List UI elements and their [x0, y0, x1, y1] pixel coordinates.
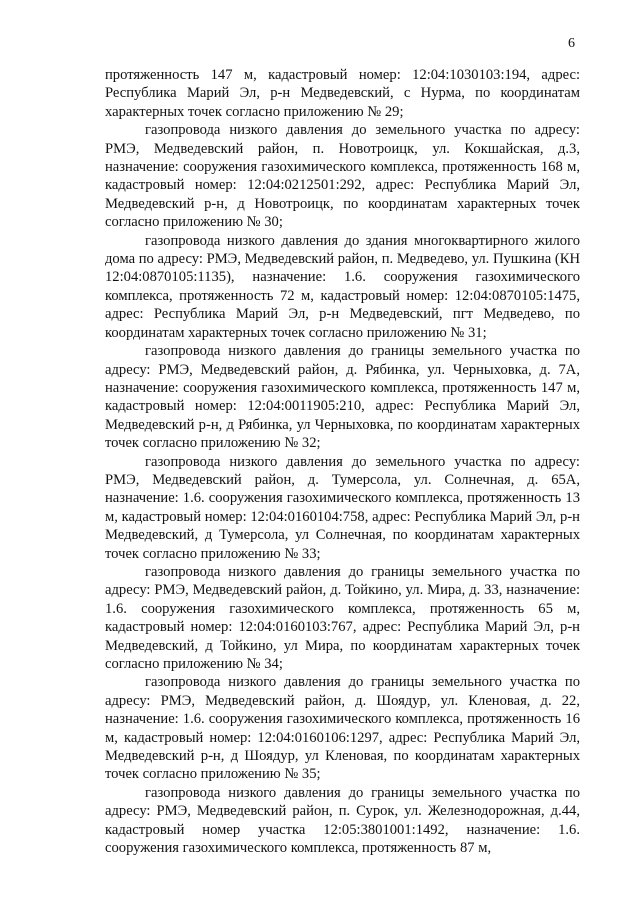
- paragraph-6: газопровода низкого давления до границы земельного участка по адресу: РМЭ, Медведевский район, д. Тойкино, ул. Мира, д. 33, назначение: 1.6. сооружения газохимического комплекса, протяженность 65 м, кадастровый номер: 12:04:0160103:767, адрес: Республика Марий Эл, р-н Медведевский, д Тойкино, ул Мира, по координатам характерных точек согласно приложению № 34;: [105, 563, 580, 672]
- paragraph-2: газопровода низкого давления до земельного участка по адресу: РМЭ, Медведевский район, п. Новотроицк, ул. Кокшайская, д.3, назначение: сооружения газохимического комплекса, протяженность 168 м, кадастровый номер: 12:04:0212501:292, адрес: Республика Марий Эл, Медведевский р-н, д Новотроицк, по координатам характерных точек согласно приложению № 30;: [105, 122, 580, 231]
- paragraph-5: газопровода низкого давления до земельного участка по адресу: РМЭ, Медведевский район, д. Тумерсола, ул. Солнечная, д. 65А, назначение: 1.6. сооружения газохимического комплекса, протяженность 13 м, кадастровый номер: 12:04:0160104:758, адрес: Республика Марий Эл, р-н Медведевский, д Тумерсола, ул Солнечная, по координатам характерных точек согласно приложению № 33;: [105, 453, 580, 562]
- paragraph-7: газопровода низкого давления до границы земельного участка по адресу: РМЭ, Медведевский район, д. Шоядур, ул. Кленовая, д. 22, назначение: 1.6. сооружения газохимического комплекса, протяженность 16 м, кадастровый номер: 12:04:0160106:1297, адрес: Республика Марий Эл, Медведевский р-н, д Шоядур, ул Кленовая, по координатам характерных точек согласно приложению № 35;: [105, 674, 580, 783]
- paragraph-4: газопровода низкого давления до границы земельного участка по адресу: РМЭ, Медведевский район, д. Рябинка, ул. Черныховка, д. 7А, назначение: сооружения газохимического комплекса, протяженность 147 м, кадастровый номер: 12:04:0011905:210, адрес: Республика Марий Эл, Медведевский р-н, д Рябинка, ул Черныховка, по координатам характерных точек согласно приложению № 32;: [105, 343, 580, 452]
- document-body: [105, 66, 580, 857]
- paragraph-1: протяженность 147 м, кадастровый номер: 12:04:1030103:194, адрес: Республика Марий Эл, р-н Медведевский, с Нурма, по координатам характерных точек согласно приложению № 29;: [105, 67, 580, 120]
- page-number: 6: [568, 36, 575, 51]
- paragraph-8: газопровода низкого давления до границы земельного участка по адресу: РМЭ, Медведевский район, п. Сурок, ул. Железнодорожная, д.44, кадастровый номер участка 12:05:3801001:1492, назначение: 1.6. сооружения газохимического комплекса, протяженность 87 м,: [105, 784, 580, 857]
- paragraph-3: газопровода низкого давления до здания многоквартирного жилого дома по адресу: РМЭ, Медведевский район, п. Медведево, ул. Пушкина (КН 12:04:0870105:1135), назначение: 1.6. сооружения газохимического комплекса, протяженность 72 м, кадастровый номер: 12:04:0870105:1475, адрес: Республика Марий Эл, р-н Медведевский, пгт Медведево, по координатам характерных точек согласно приложению № 31;: [105, 232, 580, 341]
